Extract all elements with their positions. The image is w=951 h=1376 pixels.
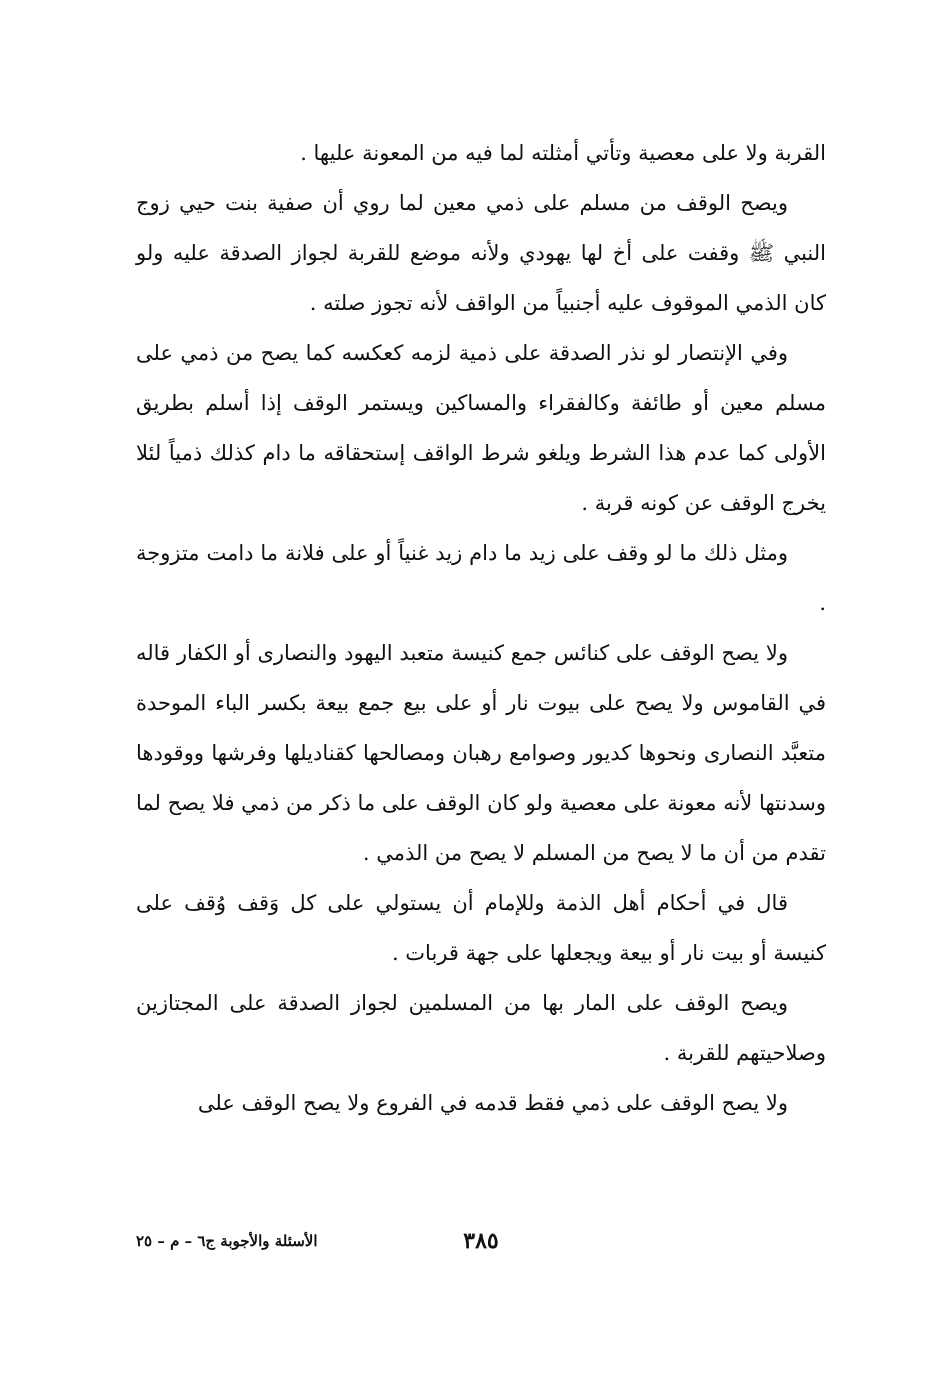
paragraph: ولا يصح الوقف على ذمي فقط قدمه في الفروع ولا يصح الوقف على: [197, 1091, 788, 1115]
paragraph: ومثل ذلك ما لو وقف على زيد ما دام زيد غنياً أو على فلانة ما دامت متزوجة .: [136, 541, 826, 615]
paragraph: ولا يصح الوقف على كنائس جمع كنيسة متعبد اليهود والنصارى أو الكفار قاله في القاموس ولا يصح على بيوت نار أو على بيع جمع بيعة بكسر الباء الموحدة متعبَّد النصارى ونحوها كديور وصوامع رهبان ومصالحها كقناديلها وفرشها ووقودها وسدنتها لأنه معونة على معصية ولو كان الوقف على ما ذكر من ذمي فلا يصح لما تقدم من أن ما لا يصح من المسلم لا يصح من الذمي .: [136, 641, 826, 865]
page-number: ٣٨٥: [463, 1228, 499, 1254]
body-text: [136, 128, 826, 1128]
book-reference: الأسئلة والأجوبة ج٦ – م – ٢٥: [136, 1232, 318, 1250]
paragraph: ويصح الوقف على المار بها من المسلمين لجواز الصدقة على المجتازين وصلاحيتهم للقربة .: [136, 991, 826, 1065]
paragraph: قال في أحكام أهل الذمة وللإمام أن يستولي على كل وَقف وُقف على كنيسة أو بيت نار أو بيعة ويجعلها على جهة قربات .: [136, 891, 826, 965]
paragraph: ويصح الوقف من مسلم على ذمي معين لما روي أن صفية بنت حيي زوج النبي ﷺ وقفت على أخ لها يهودي ولأنه موضع للقربة لجواز الصدقة عليه ولو كان الذمي الموقوف عليه أجنبياً من الواقف لأنه تجوز صلته .: [136, 191, 826, 315]
page-footer: [136, 1228, 826, 1262]
paragraph-continuation: القربة ولا على معصية وتأتي أمثلته لما فيه من المعونة عليها .: [300, 141, 826, 165]
paragraph: وفي الإنتصار لو نذر الصدقة على ذمية لزمه كعكسه كما يصح من ذمي على مسلم معين أو طائفة وكالفقراء والمساكين ويستمر الوقف إذا أسلم بطريق الأولى كما عدم هذا الشرط ويلغو شرط الواقف إستحقاقه ما دام كذلك ذمياً لئلا يخرج الوقف عن كونه قربة .: [136, 341, 826, 515]
